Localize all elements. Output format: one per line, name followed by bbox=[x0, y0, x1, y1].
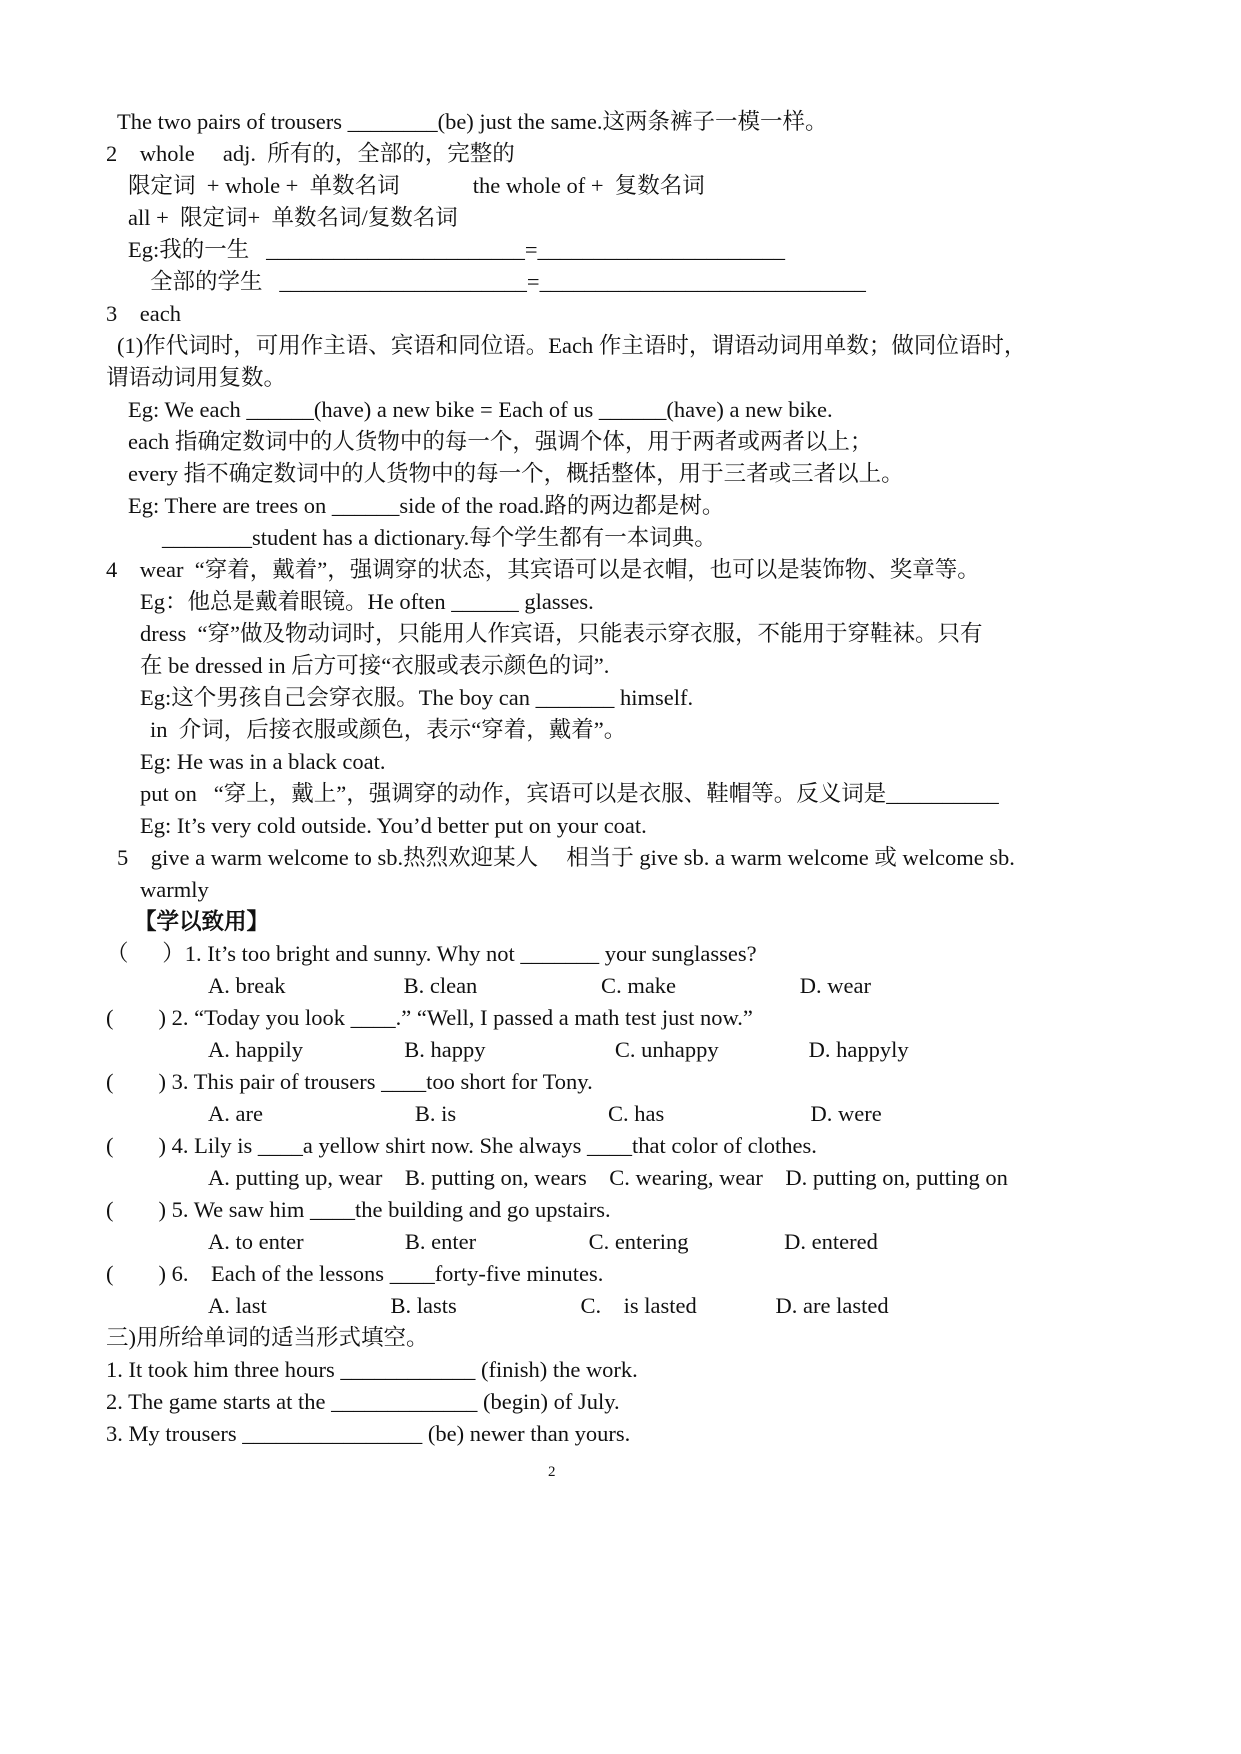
text-line: Eg: There are trees on ______side of the road.路的两边都是树。 bbox=[128, 493, 725, 518]
section-three-heading: 三)用所给单词的适当形式填空。 bbox=[106, 1325, 429, 1350]
question-1-options: A. break B. clean C. make D. wear bbox=[208, 973, 872, 998]
text-line: every 指不确定数词中的人货物中的每一个，概括整体，用于三者或三者以上。 bbox=[128, 461, 904, 486]
text-line: 限定词 + whole + 单数名词 the whole of + 复数名词 bbox=[128, 173, 705, 198]
question-3: ( ) 3. This pair of trousers ____too short for Tony. bbox=[106, 1069, 593, 1094]
question-6-options: A. last B. lasts C. is lasted D. are lasted bbox=[208, 1293, 889, 1318]
fill-in-3: 3. My trousers ________________ (be) newer than yours. bbox=[106, 1421, 631, 1446]
text-line: 谓语动词用复数。 bbox=[106, 365, 287, 390]
question-4: ( ) 4. Lily is ____a yellow shirt now. She always ____that color of clothes. bbox=[106, 1133, 817, 1158]
text-line: Eg: He was in a black coat. bbox=[140, 749, 386, 774]
question-2-options: A. happily B. happy C. unhappy D. happyly bbox=[208, 1037, 909, 1062]
text-line: all + 限定词+ 单数名词/复数名词 bbox=[128, 205, 458, 230]
question-4-options: A. putting up, wear B. putting on, wears C. wearing, wear D. putting on, putting on bbox=[208, 1165, 1008, 1190]
question-5: ( ) 5. We saw him ____the building and go upstairs. bbox=[106, 1197, 611, 1222]
question-3-options: A. are B. is C. has D. were bbox=[208, 1101, 882, 1126]
text-line: in 介词，后接衣服或颜色，表示“穿着，戴着”。 bbox=[150, 717, 627, 742]
section-heading-each: 3 each bbox=[106, 301, 181, 326]
question-5-options: A. to enter B. enter C. entering D. entered bbox=[208, 1229, 878, 1254]
text-line: The two pairs of trousers ________(be) just the same.这两条裤子一模一样。 bbox=[117, 109, 828, 134]
text-line: warmly bbox=[140, 877, 209, 902]
text-line: Eg: It’s very cold outside. You’d better put on your coat. bbox=[140, 813, 647, 838]
page-number: 2 bbox=[548, 1464, 556, 1480]
text-line: (1)作代词时，可用作主语、宾语和同位语。Each 作主语时，谓语动词用单数；做同位语时， bbox=[117, 333, 1027, 358]
text-line: Eg:这个男孩自己会穿衣服。The boy can _______ himself. bbox=[140, 685, 694, 710]
text-line: Eg: We each ______(have) a new bike = Each of us ______(have) a new bike. bbox=[128, 397, 833, 422]
text-line: each 指确定数词中的人货物中的每一个，强调个体，用于两者或两者以上； bbox=[128, 429, 873, 454]
text-line: 全部的学生 ______________________=_____________________________ bbox=[150, 269, 866, 294]
question-6: ( ) 6. Each of the lessons ____forty-five minutes. bbox=[106, 1261, 604, 1286]
section-heading-wear: 4 wear “穿着，戴着”，强调穿的状态，其宾语可以是衣帽，也可以是装饰物、奖章等。 bbox=[106, 557, 980, 582]
section-heading-whole: 2 whole adj. 所有的，全部的，完整的 bbox=[106, 141, 515, 166]
text-line: Eg：他总是戴着眼镜。He often ______ glasses. bbox=[140, 589, 594, 614]
section-heading-welcome: 5 give a warm welcome to sb.热烈欢迎某人 相当于 give sb. a warm welcome 或 welcome sb. bbox=[117, 845, 1015, 870]
practice-heading: 【学以致用】 bbox=[134, 909, 270, 934]
fill-in-1: 1. It took him three hours ____________ (finish) the work. bbox=[106, 1357, 638, 1382]
question-1: （ ）1. It’s too bright and sunny. Why not _______ your sunglasses? bbox=[106, 941, 757, 966]
question-2: ( ) 2. “Today you look ____.” “Well, I passed a math test just now.” bbox=[106, 1005, 753, 1030]
fill-in-2: 2. The game starts at the _____________ (begin) of July. bbox=[106, 1389, 620, 1414]
text-line: 在 be dressed in 后方可接“衣服或表示颜色的词”. bbox=[140, 653, 610, 678]
text-line: dress “穿”做及物动词时，只能用人作宾语，只能表示穿衣服，不能用于穿鞋袜。只有 bbox=[140, 621, 983, 646]
text-line: ________student has a dictionary.每个学生都有一本词典。 bbox=[162, 525, 717, 550]
text-line: Eg:我的一生 _______________________=______________________ bbox=[128, 237, 786, 262]
text-line: put on “穿上，戴上”，强调穿的动作，宾语可以是衣服、鞋帽等。反义词是__________ bbox=[140, 781, 999, 806]
